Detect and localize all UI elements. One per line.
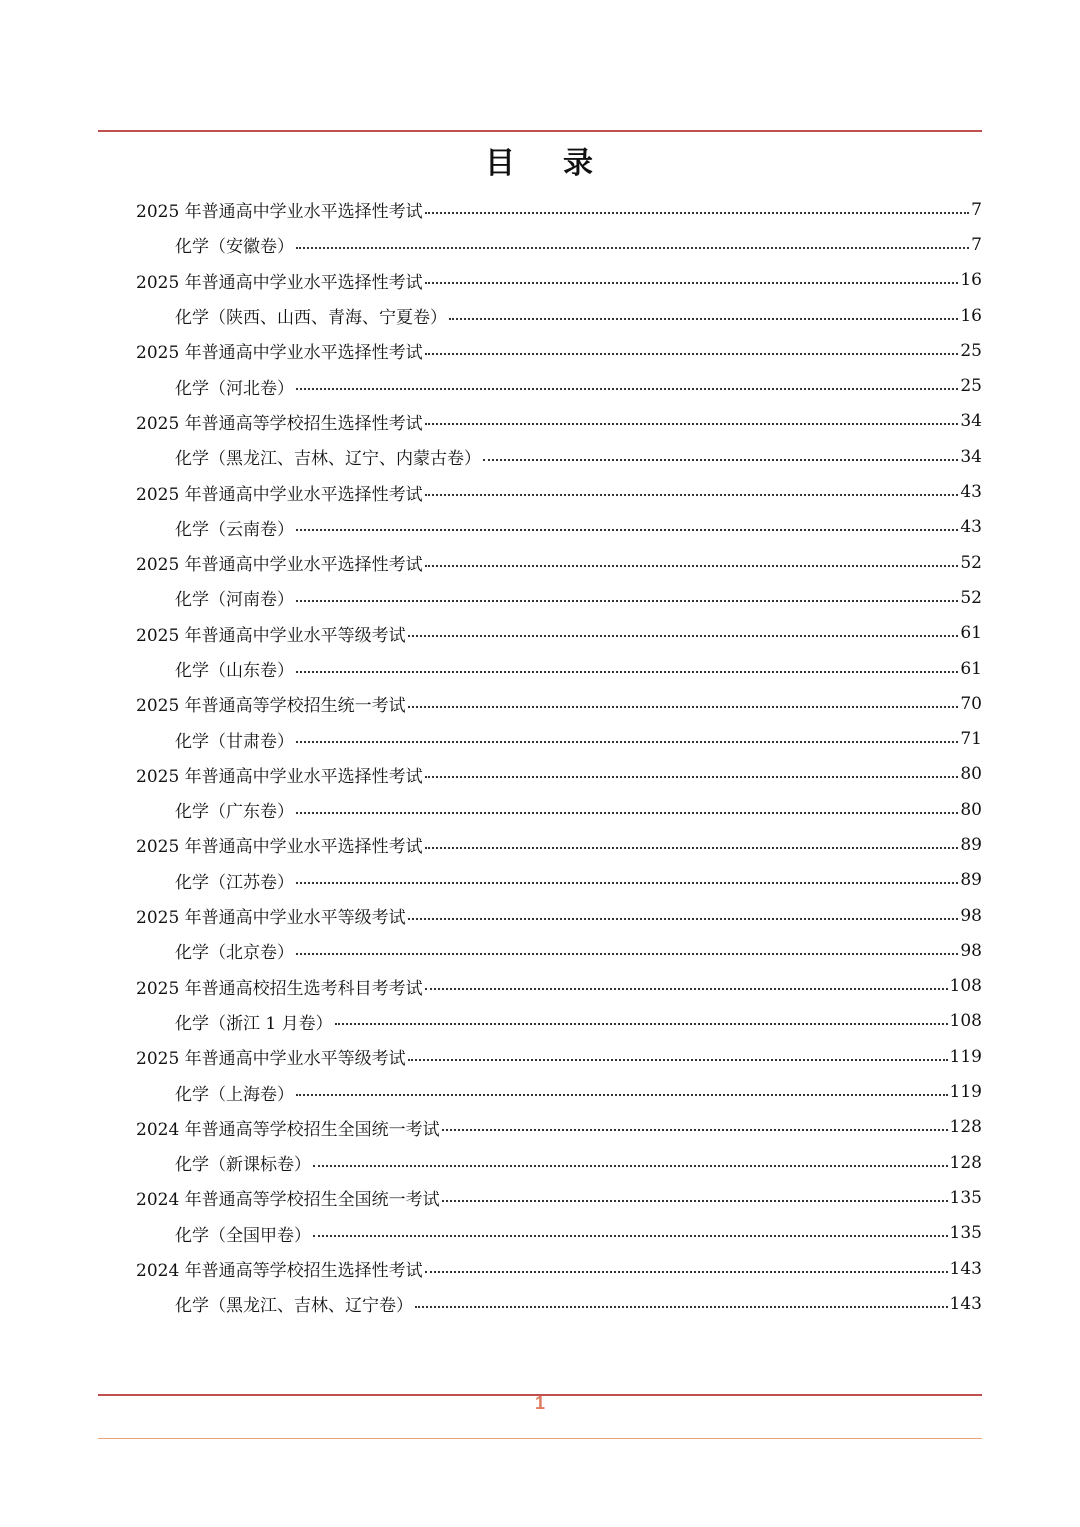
toc-subentry[interactable]	[136, 510, 982, 545]
toc-entry-label: 化学（北京卷）	[175, 943, 294, 964]
toc-entry[interactable]	[136, 686, 982, 721]
title-char-1: 目	[485, 146, 517, 181]
toc-subentry[interactable]	[136, 368, 982, 403]
toc-entry-label: 化学（安徽卷）	[175, 237, 294, 258]
toc-subentry[interactable]	[136, 792, 982, 827]
toc-entry-label: 2025 年普通高等学校招生统一考试	[136, 696, 406, 717]
toc-subentry[interactable]	[136, 863, 982, 898]
toc-entry-label: 化学（黑龙江、吉林、辽宁卷）	[175, 1296, 413, 1317]
toc-page-number: 119	[949, 1082, 982, 1103]
dot-leader	[483, 459, 958, 461]
toc-entry[interactable]	[136, 827, 982, 862]
toc-page-number: 80	[960, 799, 982, 820]
toc-page-number: 143	[949, 1258, 982, 1279]
toc-page-number: 128	[949, 1117, 982, 1138]
toc-entry[interactable]	[136, 1180, 982, 1215]
toc-page-number: 128	[949, 1152, 982, 1173]
toc-entry-label: 化学（河南卷）	[175, 590, 294, 611]
toc-entry[interactable]	[136, 1251, 982, 1286]
toc-entry[interactable]	[136, 757, 982, 792]
toc-entry-label: 2025 年普通高中学业水平选择性考试	[136, 555, 423, 576]
toc-entry[interactable]	[136, 263, 982, 298]
title-char-2: 录	[563, 146, 595, 181]
toc-subentry[interactable]	[136, 298, 982, 333]
dot-leader	[296, 247, 969, 249]
dot-leader	[296, 812, 958, 814]
toc-page-number: 89	[960, 870, 982, 891]
dot-leader	[296, 741, 958, 743]
dot-leader	[313, 1165, 948, 1167]
toc-subentry[interactable]	[136, 580, 982, 615]
toc-page-number: 61	[960, 623, 982, 644]
toc-page-number: 71	[960, 729, 982, 750]
dot-leader	[425, 494, 959, 496]
dot-leader	[425, 353, 959, 355]
toc-page-number: 98	[960, 940, 982, 961]
toc-entry-label: 化学（云南卷）	[175, 519, 294, 540]
toc-entry-label: 2025 年普通高中学业水平选择性考试	[136, 766, 423, 787]
dot-leader	[296, 388, 958, 390]
toc-entry-label: 化学（浙江 1 月卷）	[175, 1013, 333, 1034]
toc-entry[interactable]	[136, 616, 982, 651]
toc-subentry[interactable]	[136, 1145, 982, 1180]
toc-page-number: 25	[960, 340, 982, 361]
bottom-rule	[98, 1438, 982, 1439]
toc-page-number: 98	[960, 905, 982, 926]
toc-entry-label: 化学（黑龙江、吉林、辽宁、内蒙古卷）	[175, 449, 481, 470]
toc-page-number: 70	[960, 693, 982, 714]
toc-page-number: 135	[949, 1223, 982, 1244]
dot-leader	[335, 1023, 948, 1025]
toc-entry-label: 2025 年普通高中学业水平等级考试	[136, 908, 406, 929]
toc-entry-label: 2025 年普通高校招生选考科目考考试	[136, 978, 423, 999]
toc-entry-label: 化学（全国甲卷）	[175, 1225, 311, 1246]
page-number: 1	[534, 1393, 545, 1413]
toc-entry-label: 2025 年普通高中学业水平选择性考试	[136, 272, 423, 293]
toc-entry-label: 化学（陕西、山西、青海、宁夏卷）	[175, 308, 447, 329]
dot-leader	[408, 635, 959, 637]
toc-entry[interactable]	[136, 545, 982, 580]
dot-leader	[313, 1235, 948, 1237]
toc-subentry[interactable]	[136, 651, 982, 686]
toc-entry-label: 化学（广东卷）	[175, 802, 294, 823]
dot-leader	[408, 706, 959, 708]
toc-entry[interactable]	[136, 474, 982, 509]
page-title	[0, 138, 1080, 182]
toc-entry-label: 2025 年普通高等学校招生选择性考试	[136, 413, 423, 434]
toc-entry[interactable]	[136, 1039, 982, 1074]
header-rule	[98, 130, 982, 132]
toc-entry-label: 化学（江苏卷）	[175, 872, 294, 893]
toc-page-number: 25	[960, 376, 982, 397]
toc-page-number: 61	[960, 658, 982, 679]
toc-subentry[interactable]	[136, 1286, 982, 1321]
dot-leader	[425, 212, 970, 214]
dot-leader	[296, 953, 958, 955]
toc-page-number: 108	[949, 976, 982, 997]
toc-page-number: 16	[960, 270, 982, 291]
toc-entry-label: 2025 年普通高中学业水平选择性考试	[136, 484, 423, 505]
toc-page-number: 119	[949, 1046, 982, 1067]
toc-page-number: 34	[960, 411, 982, 432]
toc-page-number: 52	[960, 552, 982, 573]
toc-subentry[interactable]	[136, 439, 982, 474]
dot-leader	[442, 1129, 948, 1131]
table-of-contents	[136, 192, 982, 1322]
dot-leader	[425, 1271, 948, 1273]
toc-entry-label: 化学（新课标卷）	[175, 1155, 311, 1176]
toc-page-number: 43	[960, 517, 982, 538]
dot-leader	[296, 600, 958, 602]
toc-entry-label: 化学（山东卷）	[175, 661, 294, 681]
toc-subentry[interactable]	[136, 227, 982, 262]
dot-leader	[296, 529, 958, 531]
dot-leader	[442, 1200, 948, 1202]
toc-page-number: 80	[960, 764, 982, 785]
toc-page-number: 7	[971, 234, 982, 255]
toc-entry-label: 2025 年普通高中学业水平选择性考试	[136, 837, 423, 858]
toc-page-number: 108	[949, 1011, 982, 1032]
toc-entry[interactable]	[136, 1110, 982, 1145]
toc-entry-label: 2025 年普通高中学业水平等级考试	[136, 625, 406, 646]
dot-leader	[425, 282, 959, 284]
toc-subentry[interactable]	[136, 933, 982, 968]
dot-leader	[425, 988, 948, 990]
toc-page-number: 7	[971, 199, 982, 220]
toc-entry-label: 化学（甘肃卷）	[175, 731, 294, 752]
dot-leader	[415, 1306, 948, 1308]
toc-entry-label: 2025 年普通高中学业水平等级考试	[136, 1049, 406, 1070]
toc-entry[interactable]	[136, 404, 982, 439]
toc-page-number: 43	[960, 482, 982, 503]
toc-page-number: 143	[949, 1293, 982, 1314]
dot-leader	[408, 1059, 948, 1061]
dot-leader	[425, 776, 959, 778]
toc-page-number: 34	[960, 446, 982, 467]
toc-page-number: 135	[949, 1187, 982, 1208]
dot-leader	[449, 318, 958, 320]
toc-entry-label: 化学（上海卷）	[175, 1084, 294, 1105]
toc-entry-label: 化学（河北卷）	[175, 378, 294, 399]
toc-page-number: 16	[960, 305, 982, 326]
toc-entry-label: 2024 年普通高等学校招生选择性考试	[136, 1261, 423, 1282]
dot-leader	[425, 565, 959, 567]
dot-leader	[296, 882, 958, 884]
toc-page-number: 52	[960, 587, 982, 608]
toc-entry-label: 2024 年普通高等学校招生全国统一考试	[136, 1190, 440, 1211]
toc-entry-label: 2025 年普通高中学业水平选择性考试	[136, 343, 423, 364]
toc-entry-label: 2024 年普通高等学校招生全国统一考试	[136, 1119, 440, 1140]
dot-leader	[408, 918, 959, 920]
dot-leader	[425, 847, 959, 849]
toc-entry[interactable]	[136, 898, 982, 933]
toc-subentry[interactable]	[136, 721, 982, 756]
toc-entry[interactable]	[136, 333, 982, 368]
toc-page-number: 89	[960, 834, 982, 855]
dot-leader	[425, 423, 959, 425]
dot-leader	[296, 671, 958, 673]
toc-subentry[interactable]	[136, 1004, 982, 1039]
toc-entry-label: 2025 年普通高中学业水平选择性考试	[136, 202, 423, 223]
toc-entry[interactable]	[136, 969, 982, 1004]
dot-leader	[296, 1094, 948, 1096]
toc-subentry[interactable]	[136, 1216, 982, 1251]
toc-subentry[interactable]	[136, 1074, 982, 1109]
toc-entry[interactable]	[136, 192, 982, 227]
